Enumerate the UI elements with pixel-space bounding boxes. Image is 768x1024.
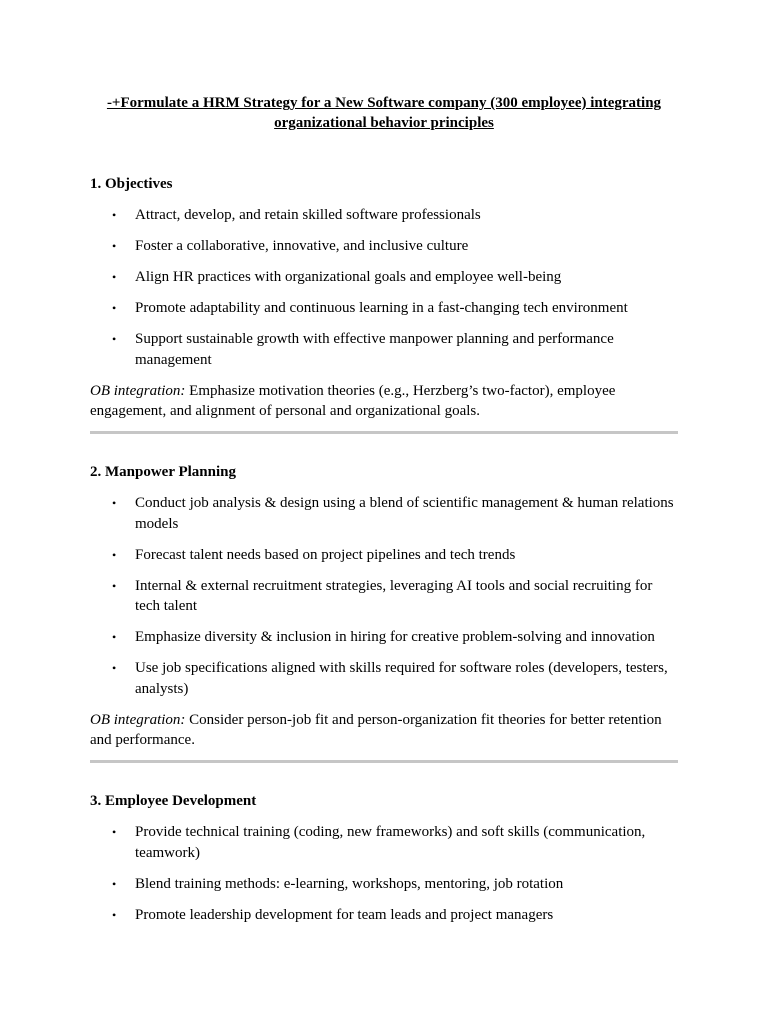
- list-item-text: Blend training methods: e-learning, workshops, mentoring, job rotation: [135, 875, 564, 892]
- bullet-icon: •: [112, 239, 117, 253]
- list-item-text: Conduct job analysis & design using a blend of scientific management & human relations models: [135, 495, 674, 532]
- bullet-icon: •: [112, 630, 117, 644]
- list-item: [90, 329, 678, 370]
- bullet-icon: •: [112, 578, 117, 593]
- list-item-text: Forecast talent needs based on project pipelines and tech trends: [135, 546, 516, 563]
- bullet-icon: •: [112, 270, 117, 284]
- bullet-icon: •: [112, 301, 117, 315]
- list-item-text: Internal & external recruitment strategies, leveraging AI tools and social recruiting for tech talent: [135, 577, 653, 614]
- list-item: [90, 627, 678, 648]
- list-item-text: Foster a collaborative, innovative, and inclusive culture: [135, 238, 469, 254]
- ob-integration-note: [90, 710, 678, 751]
- list-item-text: Promote adaptability and continuous learning in a fast-changing tech environment: [135, 300, 628, 316]
- section-heading: 1. Objectives: [90, 176, 173, 192]
- list-item-text: Promote leadership development for team leads and project managers: [135, 906, 554, 923]
- ob-integration-label: OB integration:: [90, 382, 186, 399]
- list-item: [90, 493, 678, 534]
- bullet-list: [90, 822, 678, 925]
- section-heading: 3. Employee Development: [90, 793, 257, 809]
- bullet-icon: •: [112, 208, 117, 222]
- section-heading: 2. Manpower Planning: [90, 464, 236, 480]
- bullet-icon: •: [112, 332, 117, 346]
- list-item: [90, 236, 678, 257]
- section-divider: [90, 760, 678, 763]
- ob-integration-note: [90, 381, 678, 422]
- ob-integration-label: OB integration:: [90, 711, 186, 728]
- bullet-icon: •: [112, 825, 117, 839]
- list-item: [90, 874, 678, 895]
- section-divider: [90, 431, 678, 434]
- section-employee-development: [90, 791, 678, 936]
- bullet-icon: •: [112, 876, 117, 891]
- bullet-icon: •: [112, 547, 117, 562]
- list-item: [90, 267, 678, 288]
- list-item: [90, 905, 678, 926]
- list-item: [90, 576, 678, 617]
- list-item: [90, 658, 678, 699]
- document-title: [90, 93, 678, 133]
- list-item-text: Emphasize diversity & inclusion in hiring for creative problem-solving and innovation: [135, 629, 655, 645]
- document-title-line-1: -+Formulate a HRM Strategy for a New Software company (300 employee) integrating: [106, 95, 662, 111]
- document-title-line-2: organizational behavior principles: [274, 115, 494, 131]
- list-item-text: Use job specifications aligned with skills required for software roles (developers, testers, analysts): [135, 660, 668, 697]
- bullet-list: [90, 493, 678, 699]
- list-item: [90, 298, 678, 319]
- list-item: [90, 205, 678, 226]
- bullet-icon: •: [112, 907, 117, 922]
- section-manpower-planning: [90, 462, 678, 751]
- list-item-text: Attract, develop, and retain skilled software professionals: [135, 207, 481, 223]
- ob-integration-text: Consider person-job fit and person-organization fit theories for better retention and performance.: [90, 711, 662, 748]
- bullet-icon: •: [112, 496, 117, 510]
- list-item: [90, 545, 678, 566]
- list-item-text: Support sustainable growth with effective manpower planning and performance management: [135, 331, 614, 368]
- ob-integration-text: Emphasize motivation theories (e.g., Herzberg’s two-factor), employee engagement, and alignment of personal and organizational goals.: [90, 382, 616, 419]
- list-item-text: Align HR practices with organizational goals and employee well-being: [135, 269, 562, 285]
- list-item-text: Provide technical training (coding, new frameworks) and soft skills (communication, teamwork): [135, 824, 646, 861]
- bullet-icon: •: [112, 661, 117, 675]
- list-item: [90, 822, 678, 863]
- bullet-list: [90, 205, 678, 370]
- section-objectives: [90, 174, 678, 422]
